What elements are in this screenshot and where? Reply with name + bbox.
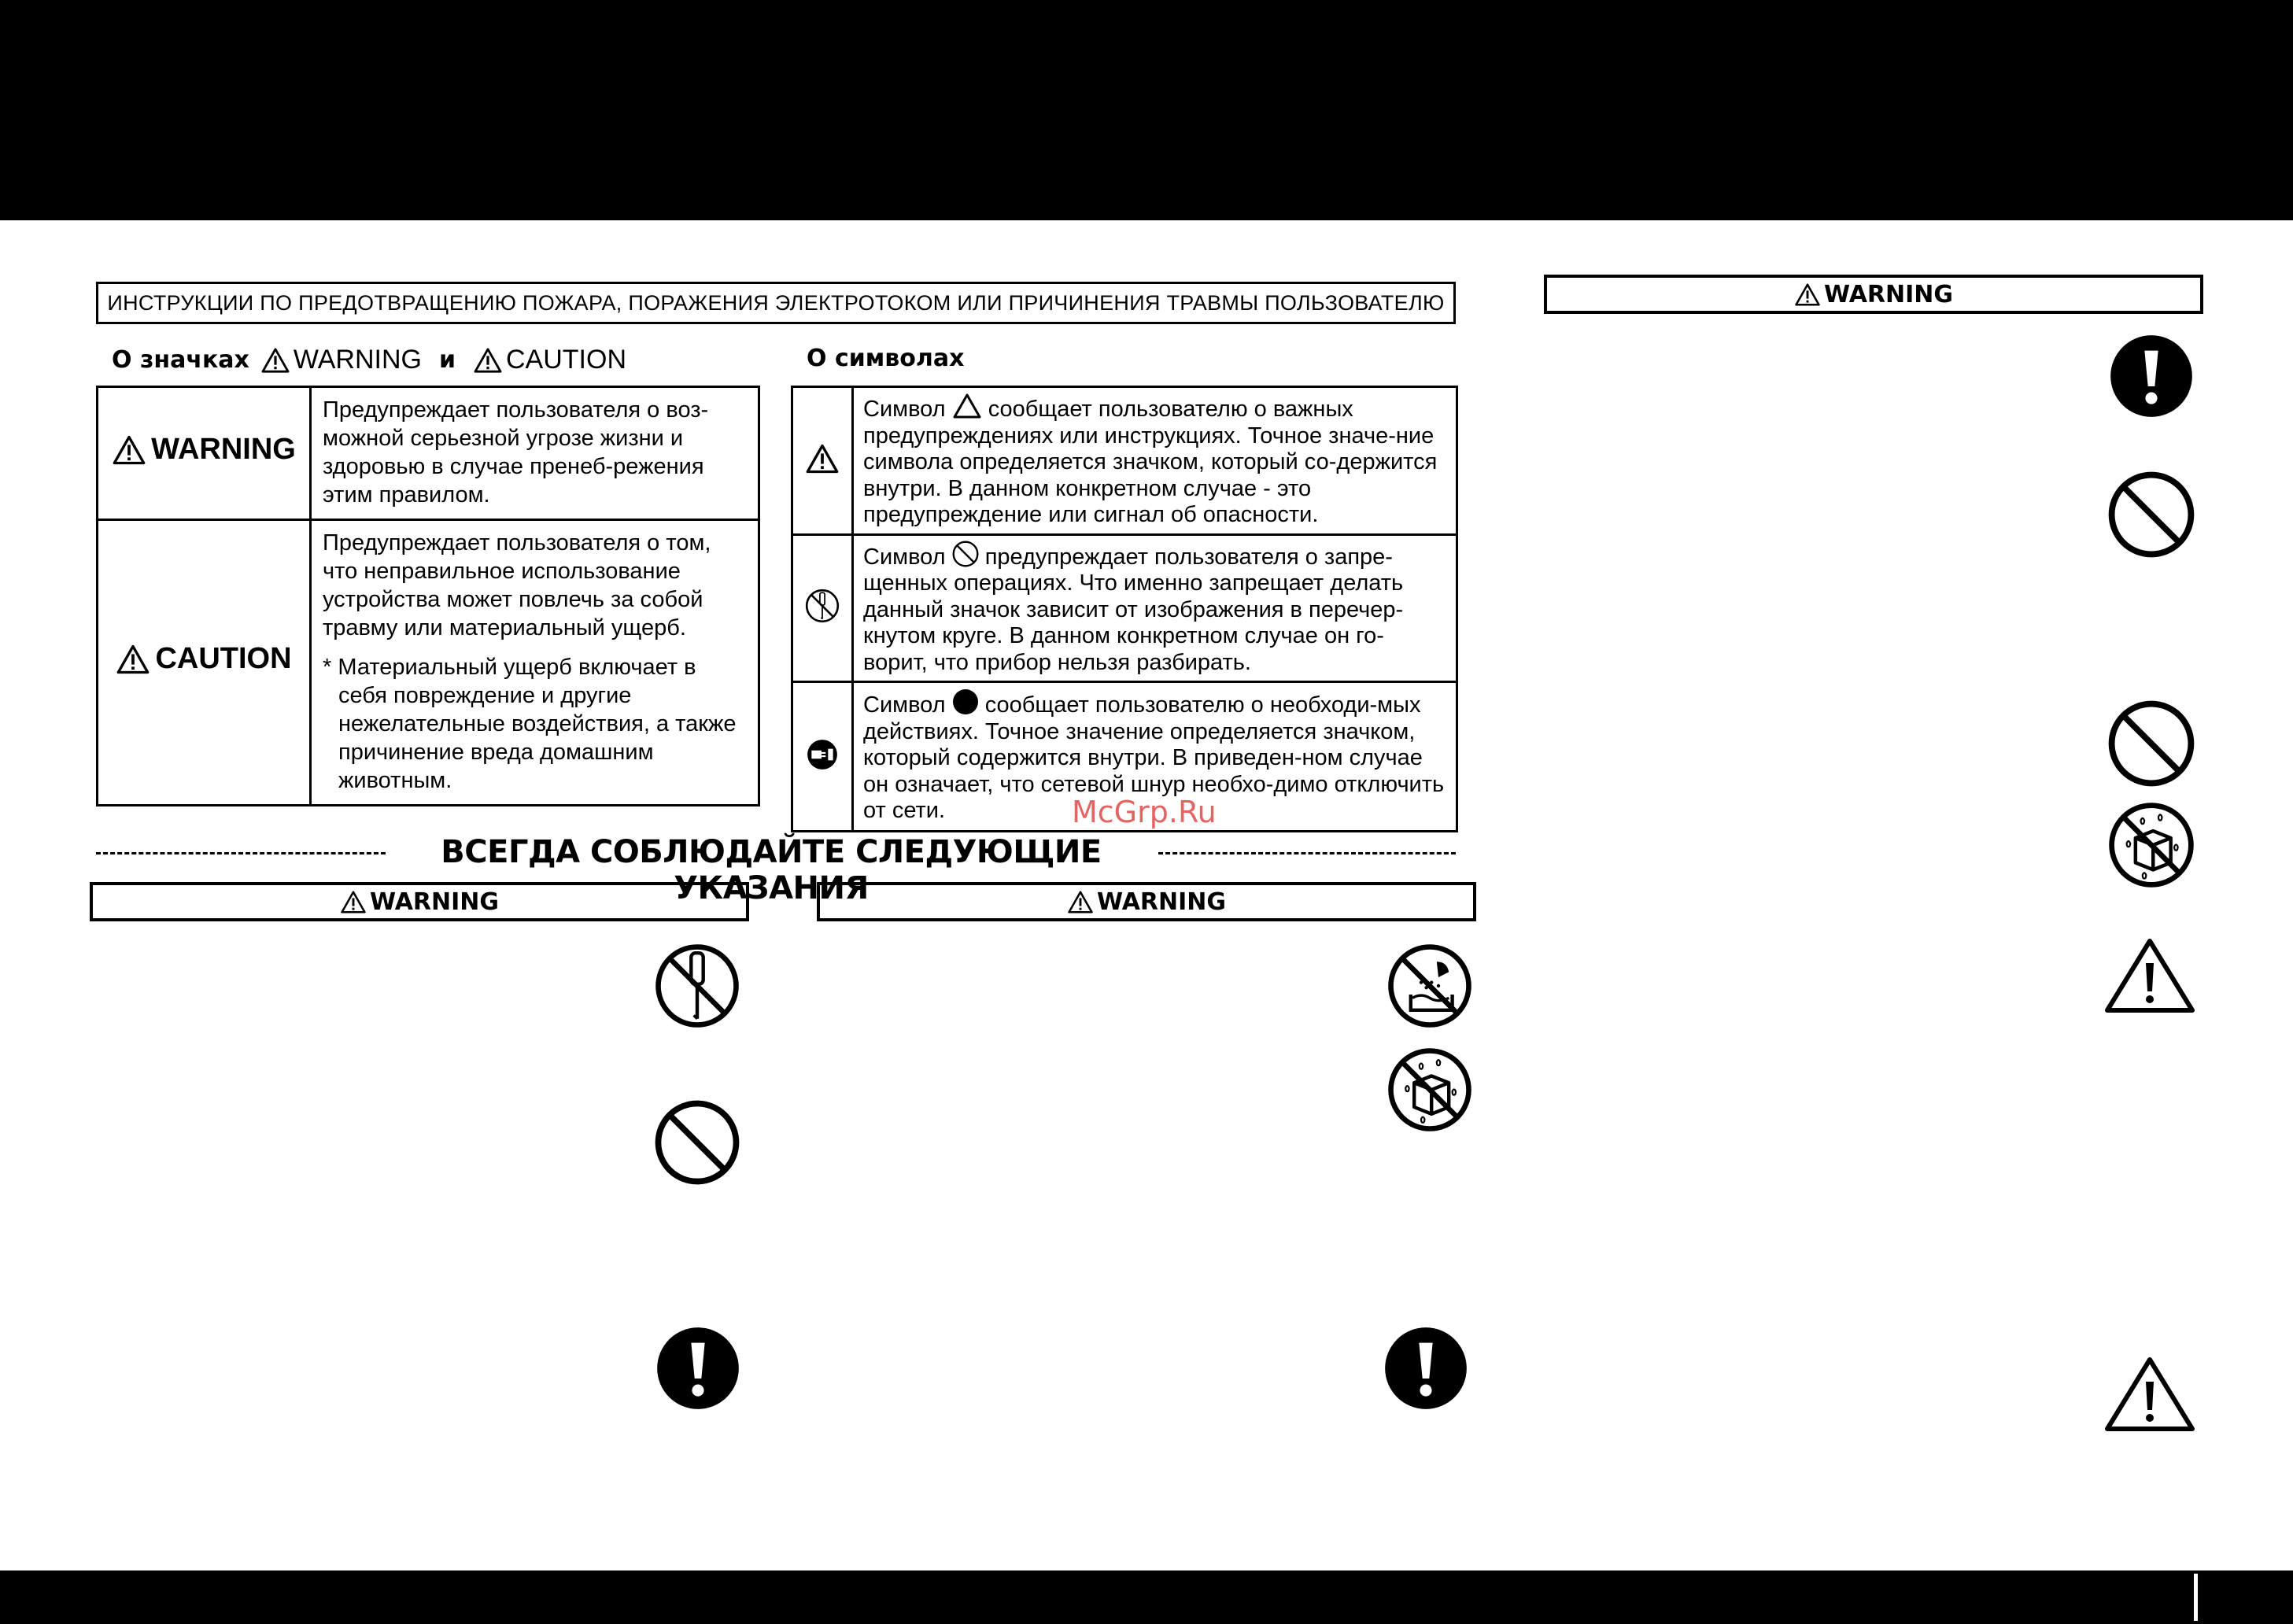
prohibition-icon — [952, 541, 979, 567]
warning-box-left — [90, 882, 749, 921]
warning-triangle-icon — [1794, 282, 1821, 307]
symbol-description-cell — [853, 534, 1457, 682]
warning-box-right — [1544, 275, 2203, 314]
dashed-divider-left — [96, 852, 386, 854]
warning-triangle-icon — [340, 890, 367, 914]
warning-triangle-icon — [805, 443, 840, 474]
no-moisture-icon — [1387, 1046, 1473, 1133]
icons-heading-warning: WARNING — [293, 345, 422, 375]
triangle-outline-icon — [952, 393, 982, 419]
warning-label-cell — [98, 387, 311, 520]
instructions-header: ИНСТРУКЦИИ ПО ПРЕДОТВРАЩЕНИЮ ПОЖАРА, ПОРАЖЕНИЯ ЭЛЕКТРОТОКОМ ИЛИ ПРИЧИНЕНИЯ ТРАВМЫ ПОЛЬЗОВАТЕЛЮ — [96, 282, 1456, 324]
warning-box-label: WARNING — [369, 888, 500, 916]
table-row — [792, 534, 1457, 682]
warning-box-middle — [817, 882, 1476, 921]
dashed-divider-right — [1158, 852, 1456, 854]
caution-triangle-icon — [2103, 936, 2197, 1015]
exclamation-circle-icon — [655, 1326, 740, 1411]
warning-description: Предупреждает пользователя о воз-можной серьезной угрозе жизни и здоровью в случае пренеб-режения этим правилом. — [311, 387, 759, 520]
warning-box-label: WARNING — [1096, 888, 1227, 916]
watermark: McGrp.Ru — [1072, 795, 1217, 829]
table-row — [792, 387, 1457, 535]
unplug-icon — [806, 738, 839, 771]
symbol-word: Символ — [863, 397, 946, 422]
table-row — [98, 520, 759, 806]
prohibition-icon — [2107, 471, 2195, 559]
symbols-table — [791, 386, 1458, 832]
caution-note: * Материальный ущерб включает в себя повреждение и другие нежелательные воздействия, а также причинение вреда домашним животным. — [323, 655, 737, 793]
symbols-section-heading: О символах — [807, 345, 965, 372]
caution-triangle-icon — [116, 644, 150, 675]
caution-label-cell — [98, 520, 311, 806]
caution-label: CAUTION — [155, 642, 292, 676]
no-disassemble-icon — [654, 943, 740, 1029]
symbol-icon-cell — [792, 682, 853, 832]
prohibition-icon — [654, 1099, 740, 1186]
warning-box-label: WARNING — [1823, 280, 1954, 308]
caution-triangle-icon — [2103, 1355, 2197, 1434]
warning-label: WARNING — [151, 433, 296, 467]
icons-table — [96, 386, 760, 806]
symbol-description-cell — [853, 387, 1457, 535]
warning-triangle-icon — [260, 347, 290, 374]
icons-heading-caution: CAUTION — [506, 345, 626, 375]
no-moisture-icon — [2107, 801, 2195, 889]
icons-section-heading — [112, 345, 626, 375]
no-water-icon — [1387, 943, 1473, 1029]
caution-triangle-icon — [473, 347, 503, 374]
exclamation-circle-icon — [1383, 1326, 1468, 1411]
symbol-word: Символ — [863, 692, 946, 718]
prohibition-icon — [2107, 699, 2195, 788]
symbol-word: Символ — [863, 544, 946, 570]
icons-heading-and: и — [438, 346, 456, 374]
symbol-description: сообщает пользователю о необходи-мых действиях. Точное значение определяется значком, который содержится внутри. В приведен-ном случае он означает, что сетевой шнур необхо-димо отключить от сети. — [863, 692, 1445, 824]
caution-description-cell — [311, 520, 759, 806]
exclamation-circle-icon — [2109, 334, 2194, 419]
filled-circle-icon — [952, 688, 979, 715]
symbol-icon-cell — [792, 534, 853, 682]
warning-triangle-icon — [1067, 890, 1094, 914]
symbol-description: предупреждает пользователя о запре-щенных операциях. Что именно запрещает делать данный значок зависит от изображения в перечер-кнутом круге. В данном конкретном случае он го-ворит, что прибор нельзя разбирать. — [863, 544, 1404, 675]
table-row — [98, 387, 759, 520]
always-follow-heading: ВСЕГДА СОБЛЮДАЙТЕ СЛЕДУЮЩИЕ УКАЗАНИЯ — [441, 834, 1102, 906]
page-edge-tick — [2194, 1574, 2198, 1621]
symbol-description: сообщает пользователю о важных предупреждениях или инструкциях. Точное значе-ние символа определяется значком, который со-держится внутри. В данном конкретном случае - это предупреждение или сигнал об опасности. — [863, 397, 1438, 527]
icons-heading-prefix: О значках — [112, 346, 249, 374]
caution-description: Предупреждает пользователя о том, что неправильное использование устройства может повлечь за собой травму или материальный ущерб. — [323, 530, 711, 640]
bottom-black-bar — [0, 1570, 2293, 1624]
symbol-icon-cell — [792, 387, 853, 535]
no-disassemble-icon — [805, 589, 840, 623]
warning-triangle-icon — [112, 434, 146, 466]
top-black-bar — [0, 0, 2293, 220]
